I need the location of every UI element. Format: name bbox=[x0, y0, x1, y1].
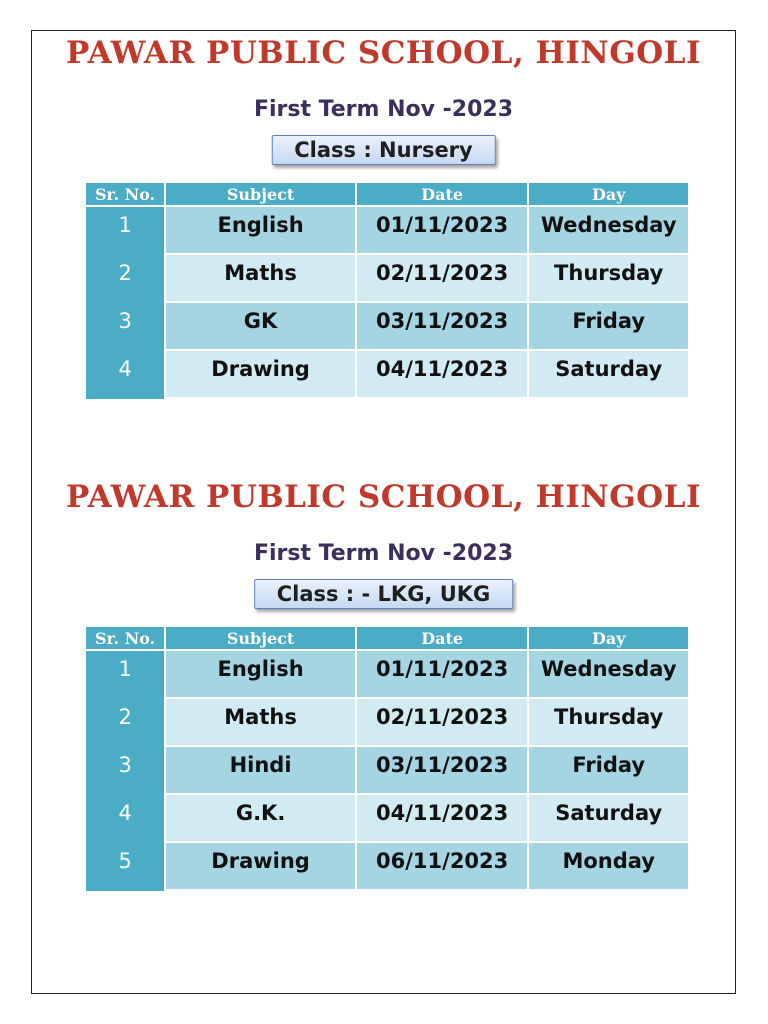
table-row bbox=[86, 746, 688, 794]
table-header-row bbox=[86, 627, 688, 650]
subject-cell: G.K. bbox=[165, 794, 356, 842]
subject-cell: Maths bbox=[165, 698, 356, 746]
sr-no-cell: 1 bbox=[86, 206, 165, 254]
subject-cell: Hindi bbox=[165, 746, 356, 794]
header-sr-no: Sr. No. bbox=[86, 183, 165, 206]
subject-cell: GK bbox=[165, 302, 356, 350]
header-date: Date bbox=[356, 183, 529, 206]
day-cell: Wednesday bbox=[528, 650, 688, 698]
sr-no-cell: 3 bbox=[86, 302, 165, 350]
date-cell: 02/11/2023 bbox=[356, 698, 529, 746]
header-day: Day bbox=[528, 183, 688, 206]
header-date: Date bbox=[356, 627, 529, 650]
date-cell: 01/11/2023 bbox=[356, 650, 529, 698]
subject-cell: English bbox=[165, 206, 356, 254]
day-cell: Monday bbox=[528, 842, 688, 890]
day-cell: Friday bbox=[528, 746, 688, 794]
class-label: Class : Nursery bbox=[271, 135, 495, 165]
subject-cell: Drawing bbox=[165, 842, 356, 890]
date-cell: 06/11/2023 bbox=[356, 842, 529, 890]
timetable-table bbox=[86, 183, 688, 399]
term-title: First Term Nov -2023 bbox=[253, 97, 513, 122]
day-cell: Wednesday bbox=[528, 206, 688, 254]
table-row bbox=[86, 842, 688, 890]
sr-no-cell: 2 bbox=[86, 254, 165, 302]
table-row bbox=[86, 302, 688, 350]
header-subject: Subject bbox=[165, 183, 356, 206]
header-subject: Subject bbox=[165, 627, 356, 650]
subject-cell: Drawing bbox=[165, 350, 356, 398]
table-row bbox=[86, 350, 688, 398]
date-cell: 04/11/2023 bbox=[356, 350, 529, 398]
date-cell: 03/11/2023 bbox=[356, 746, 529, 794]
date-cell: 01/11/2023 bbox=[356, 206, 529, 254]
sr-no-cell: 4 bbox=[86, 794, 165, 842]
table-row bbox=[86, 650, 688, 698]
date-cell: 04/11/2023 bbox=[356, 794, 529, 842]
subject-cell: Maths bbox=[165, 254, 356, 302]
class-label: Class : - LKG, UKG bbox=[254, 579, 514, 609]
header-sr-no: Sr. No. bbox=[86, 627, 165, 650]
table-row bbox=[86, 254, 688, 302]
timetable-table bbox=[86, 627, 688, 891]
table-header-row bbox=[86, 183, 688, 206]
table-row bbox=[86, 698, 688, 746]
header-day: Day bbox=[528, 627, 688, 650]
exam-timetable-page bbox=[31, 30, 736, 994]
day-cell: Saturday bbox=[528, 794, 688, 842]
date-cell: 02/11/2023 bbox=[356, 254, 529, 302]
day-cell: Thursday bbox=[528, 698, 688, 746]
table-row bbox=[86, 794, 688, 842]
table-row bbox=[86, 206, 688, 254]
term-title: First Term Nov -2023 bbox=[253, 541, 513, 566]
day-cell: Saturday bbox=[528, 350, 688, 398]
sr-no-cell: 4 bbox=[86, 350, 165, 398]
school-name: PAWAR PUBLIC SCHOOL, HINGOLI bbox=[66, 479, 701, 515]
day-cell: Friday bbox=[528, 302, 688, 350]
day-cell: Thursday bbox=[528, 254, 688, 302]
subject-cell: English bbox=[165, 650, 356, 698]
sr-no-cell: 5 bbox=[86, 842, 165, 890]
date-cell: 03/11/2023 bbox=[356, 302, 529, 350]
school-name: PAWAR PUBLIC SCHOOL, HINGOLI bbox=[66, 35, 701, 71]
sr-no-cell: 2 bbox=[86, 698, 165, 746]
sr-no-cell: 3 bbox=[86, 746, 165, 794]
sr-no-cell: 1 bbox=[86, 650, 165, 698]
